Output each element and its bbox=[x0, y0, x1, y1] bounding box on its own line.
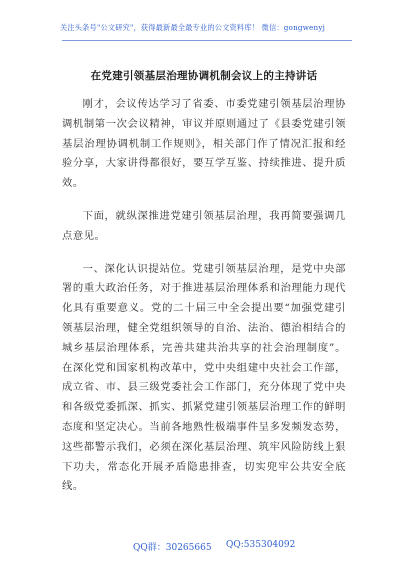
document-title: 在党建引领基层治理协调机制会议上的主持讲话 bbox=[90, 70, 318, 82]
footer-qq-group: QQ群：30265665 bbox=[133, 543, 212, 553]
footer-qq-contact: QQ:535304092 bbox=[226, 540, 296, 550]
header-divider bbox=[62, 40, 352, 41]
paragraph-opening: 刚才，会议传达学习了省委、市委党建引领基层治理协调机制第一次会议精神，审议并原则通过了《县委党建引领基层治理协调机制工作规则》，相关部门作了情况汇报和经验分享，大家讲得都很好，要互学互鉴、持续推进、提升质效。 bbox=[62, 98, 346, 190]
document-body bbox=[62, 95, 346, 510]
paragraph-section-one: 一、深化认识提站位。党建引领基层治理，是党中央部署的重大政治任务，对于推进基层治理体系和治理能力现代化具有重要意义。党的二十届三中全会提出要“加强党建引领基层治理，健全党组织领导的自治、法治、德治相结合的城乡基层治理体系，完善共建共治共享的社会治理制度”。在深化党和国家机构改革中，党中央组建中央社会工作部，成立省、市、县三级党委社会工作部门，充分体现了党中央和各级党委抓深、抓实、抓紧党建引领基层治理工作的鲜明态度和坚定决心。当前各地熟性极端事件呈多发频发态势，这些都警示我们，必须在深化基层治理、筑牢风险防线上狠下功夫，常态化开展矛盾隐患排查，切实兜牢公共安全底线。 bbox=[62, 262, 346, 493]
header-banner: 关注头条号"公文研究"，获得最新最全最专业的公文资料库！ 微信：gongwenyj bbox=[60, 23, 326, 32]
paragraph-transition: 下面，就纵深推进党建引领基层治理，我再简要强调几点意见。 bbox=[62, 209, 346, 242]
